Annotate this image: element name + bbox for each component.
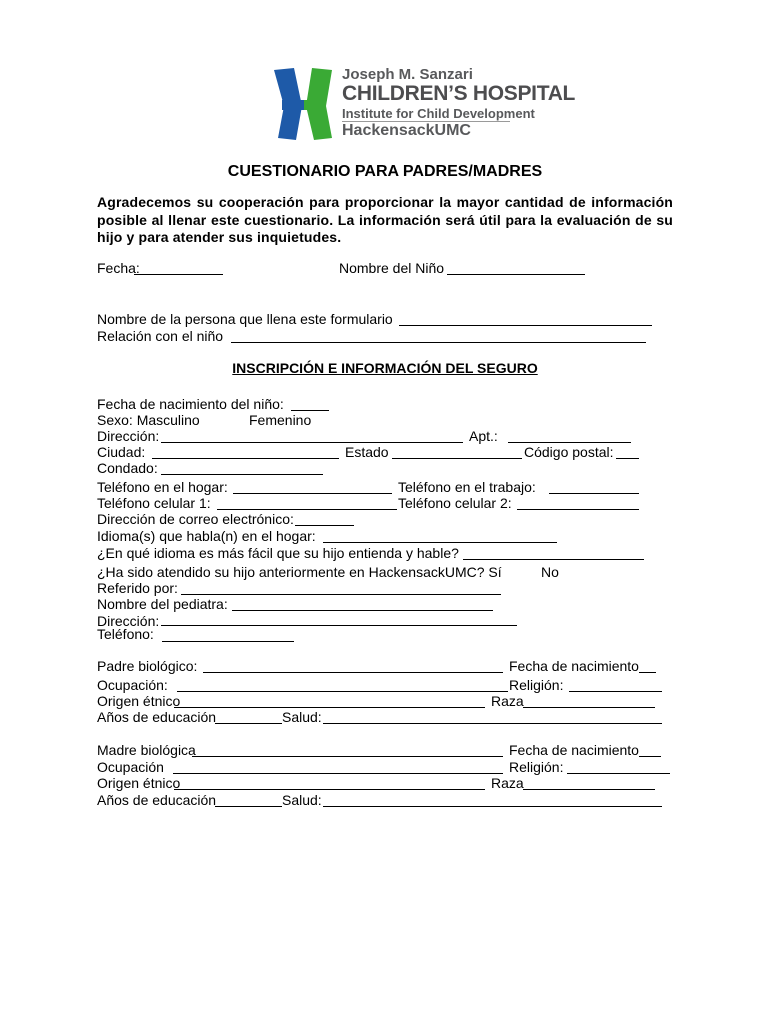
madre-religion-label: Religión: xyxy=(509,759,564,775)
madre-raza-field[interactable] xyxy=(523,789,655,790)
madre-anos-label: Años de educación xyxy=(97,792,217,808)
madre-origen-label: Origen étnico xyxy=(97,775,181,791)
pediatra-telefono-field[interactable] xyxy=(162,641,294,642)
madre-fecha-field[interactable] xyxy=(639,756,661,757)
idioma-facil-label: ¿En qué idioma es más fácil que su hijo entienda y hable? xyxy=(97,545,459,561)
tel-celular2-label: Teléfono celular 2: xyxy=(398,495,512,511)
persona-label: Nombre de la persona que llena este formulario xyxy=(97,311,393,327)
padre-ocupacion-field[interactable] xyxy=(177,691,508,692)
padre-label: Padre biológico: xyxy=(97,658,198,674)
femenino-label: Femenino xyxy=(249,412,312,428)
padre-origen-label: Origen étnico xyxy=(97,693,181,709)
condado-label: Condado: xyxy=(97,460,158,476)
sexo-label: Sexo: Masculino xyxy=(97,412,200,428)
section-title xyxy=(0,360,770,376)
intro-paragraph xyxy=(97,194,673,247)
idiomas-field[interactable] xyxy=(323,542,557,543)
madre-ocupacion-label: Ocupación xyxy=(97,759,164,775)
padre-religion-label: Religión: xyxy=(509,677,564,693)
nombre-nino-field[interactable] xyxy=(447,274,585,275)
pediatra-field[interactable] xyxy=(232,610,493,611)
padre-ocupacion-label: Ocupación: xyxy=(97,677,168,693)
tel-trabajo-field[interactable] xyxy=(549,493,639,494)
ciudad-field[interactable] xyxy=(152,458,339,459)
padre-anos-field[interactable] xyxy=(215,723,282,724)
correo-field[interactable] xyxy=(295,525,354,526)
condado-field[interactable] xyxy=(161,474,323,475)
hospital-logo xyxy=(268,66,576,142)
tel-hogar-label: Teléfono en el hogar: xyxy=(97,479,228,495)
fecha-nacimiento-label: Fecha de nacimiento del niño: xyxy=(97,396,284,412)
persona-field[interactable] xyxy=(399,325,652,326)
estado-label: Estado xyxy=(345,444,389,460)
tel-hogar-field[interactable] xyxy=(233,493,392,494)
section-title-text: INSCRIPCIÓN E INFORMACIÓN DEL SEGURO xyxy=(232,360,538,376)
direccion-field[interactable] xyxy=(161,442,463,443)
madre-origen-field[interactable] xyxy=(174,789,485,790)
tel-trabajo-label: Teléfono en el trabajo: xyxy=(398,479,536,495)
apt-label: Apt.: xyxy=(469,428,498,444)
padre-salud-label: Salud: xyxy=(282,709,322,725)
logo-line-2: CHILDREN’S HOSPITAL xyxy=(342,82,576,105)
padre-fecha-label: Fecha de nacimiento xyxy=(509,658,639,674)
idioma-facil-field[interactable] xyxy=(463,559,644,560)
hospital-h-mark-icon xyxy=(268,66,340,142)
nombre-nino-label: Nombre del Niño xyxy=(339,260,445,276)
page-title: CUESTIONARIO PARA PADRES/MADRES xyxy=(227,163,543,180)
tel-celular2-field[interactable] xyxy=(517,509,639,510)
ciudad-label: Ciudad: xyxy=(97,444,146,460)
padre-raza-label: Raza xyxy=(491,693,524,709)
madre-fecha-label: Fecha de nacimiento xyxy=(509,742,639,758)
padre-religion-field[interactable] xyxy=(569,691,662,692)
apt-field[interactable] xyxy=(508,442,631,443)
madre-anos-field[interactable] xyxy=(215,806,282,807)
madre-raza-label: Raza xyxy=(491,775,524,791)
logo-line-3: Institute for Child Development xyxy=(342,106,535,121)
madre-salud-field[interactable] xyxy=(323,806,662,807)
fecha-nacimiento-field[interactable] xyxy=(291,410,329,411)
logo-line-1: Joseph M. Sanzari xyxy=(342,66,473,83)
direccion-label: Dirección: xyxy=(97,428,160,444)
madre-ocupacion-field[interactable] xyxy=(173,773,503,774)
idiomas-label: Idioma(s) que habla(n) en el hogar: xyxy=(97,528,316,544)
pediatra-direccion-field[interactable] xyxy=(161,625,517,626)
pediatra-telefono-label: Teléfono: xyxy=(97,626,154,642)
madre-field[interactable] xyxy=(192,756,503,757)
padre-origen-field[interactable] xyxy=(174,707,485,708)
fecha-field[interactable] xyxy=(134,274,223,275)
referido-field[interactable] xyxy=(181,594,501,595)
relacion-field[interactable] xyxy=(231,342,646,343)
relacion-label: Relación con el niño xyxy=(97,328,224,344)
tel-celular1-label: Teléfono celular 1: xyxy=(97,495,211,511)
atendido-no-label: No xyxy=(541,564,559,580)
estado-field[interactable] xyxy=(392,458,522,459)
referido-label: Referido por: xyxy=(97,580,178,596)
codigo-postal-label: Código postal: xyxy=(524,444,614,460)
madre-religion-field[interactable] xyxy=(567,773,670,774)
tel-celular1-field[interactable] xyxy=(217,509,397,510)
madre-label: Madre biológica xyxy=(97,742,196,758)
fecha-label: Fecha: xyxy=(97,260,140,276)
correo-label: Dirección de correo electrónico: xyxy=(97,511,294,527)
pediatra-label: Nombre del pediatra: xyxy=(97,596,228,612)
intro-text: Agradecemos su cooperación para proporcionar la mayor cantidad de información posible al llenar este cuestionario. La información será útil para la evaluación de su hijo y para atender sus inquietudes. xyxy=(97,194,673,245)
logo-line-4: HackensackUMC xyxy=(342,122,471,139)
atendido-label: ¿Ha sido atendido su hijo anteriormente en HackensackUMC? Sí xyxy=(97,564,502,580)
padre-field[interactable] xyxy=(203,672,503,673)
padre-salud-field[interactable] xyxy=(323,723,662,724)
codigo-postal-field[interactable] xyxy=(616,458,639,459)
pediatra-direccion-label: Dirección: xyxy=(97,613,160,629)
padre-anos-label: Años de educación xyxy=(97,709,217,725)
padre-fecha-field[interactable] xyxy=(639,672,656,673)
padre-raza-field[interactable] xyxy=(523,707,655,708)
madre-salud-label: Salud: xyxy=(282,792,322,808)
